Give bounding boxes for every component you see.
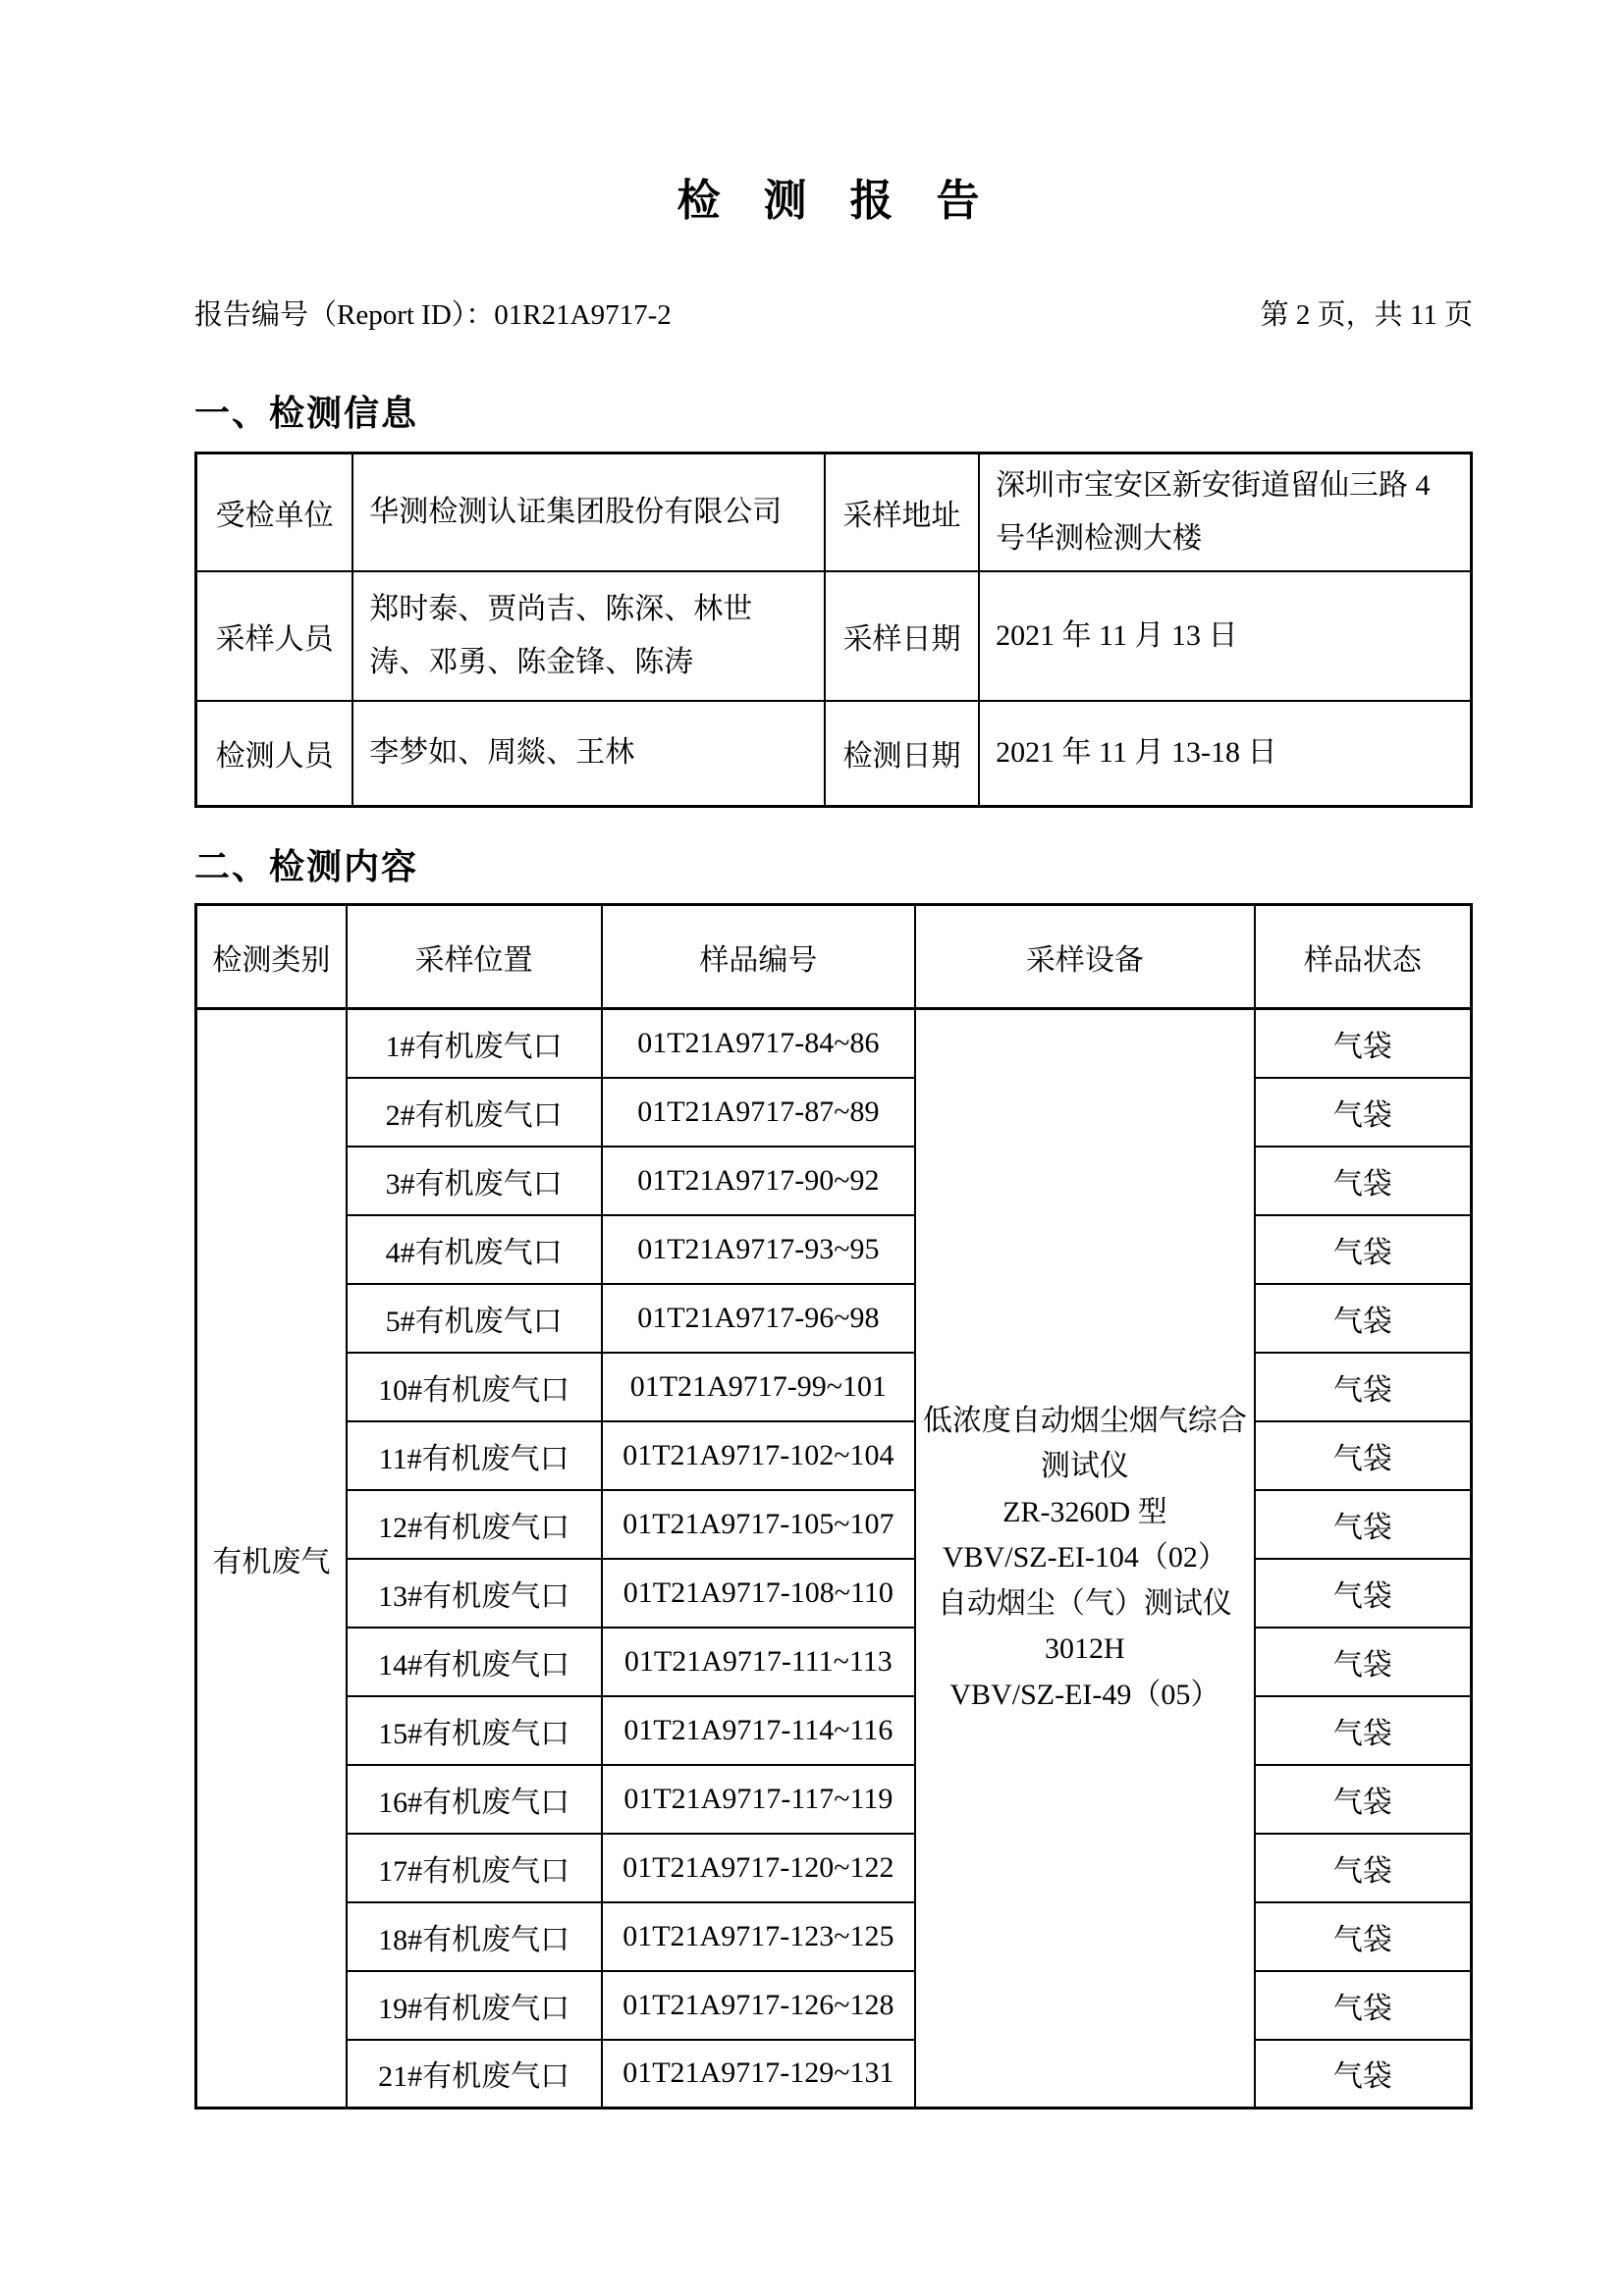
inspection-info-table <box>194 452 1473 808</box>
table-row <box>196 1078 1472 1147</box>
equipment-line: 3012H <box>1045 1632 1125 1666</box>
table-row <box>196 1765 1472 1834</box>
status-cell: 气袋 <box>1255 1902 1472 1971</box>
column-header: 样品编号 <box>602 905 916 1009</box>
table-row <box>196 1353 1472 1421</box>
status-cell: 气袋 <box>1255 1009 1472 1078</box>
location-cell: 15#有机废气口 <box>347 1696 602 1765</box>
page-indicator: 第 2 页，共 11 页 <box>1260 299 1473 331</box>
field-value: 华测检测认证集团股份有限公司 <box>352 454 825 571</box>
table-row <box>196 1834 1472 1902</box>
status-cell: 气袋 <box>1255 2040 1472 2109</box>
table-row <box>196 1490 1472 1559</box>
sample-id-cell: 01T21A9717-114~116 <box>602 1696 916 1765</box>
field-label: 检测人员 <box>196 701 353 807</box>
table-row <box>196 1559 1472 1628</box>
location-cell: 14#有机废气口 <box>347 1628 602 1696</box>
field-value: 2021 年 11 月 13-18 日 <box>979 701 1471 807</box>
status-cell: 气袋 <box>1255 1559 1472 1628</box>
equipment-line: VBV/SZ-EI-104（02） <box>942 1541 1227 1575</box>
location-cell: 4#有机废气口 <box>347 1215 602 1284</box>
sample-id-cell: 01T21A9717-129~131 <box>602 2040 916 2109</box>
location-cell: 16#有机废气口 <box>347 1765 602 1834</box>
table-row <box>196 1009 1472 1078</box>
sample-id-cell: 01T21A9717-123~125 <box>602 1902 916 1971</box>
status-cell: 气袋 <box>1255 1765 1472 1834</box>
status-cell: 气袋 <box>1255 1971 1472 2040</box>
location-cell: 10#有机废气口 <box>347 1353 602 1421</box>
sample-id-cell: 01T21A9717-117~119 <box>602 1765 916 1834</box>
field-value: 李梦如、周燚、王林 <box>352 701 825 807</box>
field-label: 采样地址 <box>825 454 979 571</box>
table-row <box>196 1628 1472 1696</box>
category-cell: 有机废气 <box>196 1009 347 2109</box>
status-cell: 气袋 <box>1255 1696 1472 1765</box>
location-cell: 17#有机废气口 <box>347 1834 602 1902</box>
equipment-line: 低浓度自动烟尘烟气综合 <box>922 1404 1247 1437</box>
sample-id-cell: 01T21A9717-108~110 <box>602 1559 916 1628</box>
table-row <box>196 1284 1472 1353</box>
sample-id-cell: 01T21A9717-102~104 <box>602 1421 916 1490</box>
status-cell: 气袋 <box>1255 1353 1472 1421</box>
section1-heading: 一、检测信息 <box>194 394 419 433</box>
sample-id-cell: 01T21A9717-126~128 <box>602 1971 916 2040</box>
equipment-line: VBV/SZ-EI-49（05） <box>949 1678 1220 1711</box>
field-value: 深圳市宝安区新安街道留仙三路 4 号华测检测大楼 <box>979 454 1471 571</box>
sample-id-cell: 01T21A9717-96~98 <box>602 1284 916 1353</box>
sample-id-cell: 01T21A9717-84~86 <box>602 1009 916 1078</box>
column-header: 采样设备 <box>915 905 1255 1009</box>
status-cell: 气袋 <box>1255 1215 1472 1284</box>
equipment-line: 测试仪 <box>1040 1450 1129 1483</box>
column-header: 样品状态 <box>1255 905 1472 1009</box>
status-cell: 气袋 <box>1255 1284 1472 1353</box>
equipment-cell <box>915 1009 1255 2109</box>
status-cell: 气袋 <box>1255 1147 1472 1215</box>
table-row <box>196 1421 1472 1490</box>
equipment-line: 自动烟尘（气）测试仪 <box>937 1586 1232 1620</box>
status-cell: 气袋 <box>1255 1834 1472 1902</box>
field-value: 郑时泰、贾尚吉、陈深、林世涛、邓勇、陈金锋、陈涛 <box>352 571 825 701</box>
location-cell: 19#有机废气口 <box>347 1971 602 2040</box>
location-cell: 13#有机废气口 <box>347 1559 602 1628</box>
status-cell: 气袋 <box>1255 1421 1472 1490</box>
section2-heading: 二、检测内容 <box>194 847 419 886</box>
column-header: 检测类别 <box>196 905 347 1009</box>
table-row <box>196 1971 1472 2040</box>
location-cell: 18#有机废气口 <box>347 1902 602 1971</box>
table-row <box>196 1902 1472 1971</box>
table-row <box>196 2040 1472 2109</box>
location-cell: 2#有机废气口 <box>347 1078 602 1147</box>
column-header: 采样位置 <box>347 905 602 1009</box>
table-row <box>196 1147 1472 1215</box>
report-id: 报告编号（Report ID）：01R21A9717-2 <box>194 299 672 331</box>
status-cell: 气袋 <box>1255 1078 1472 1147</box>
location-cell: 1#有机废气口 <box>347 1009 602 1078</box>
table-row <box>196 454 1472 571</box>
sample-id-cell: 01T21A9717-87~89 <box>602 1078 916 1147</box>
location-cell: 3#有机废气口 <box>347 1147 602 1215</box>
sample-id-cell: 01T21A9717-99~101 <box>602 1353 916 1421</box>
table-row <box>196 701 1472 807</box>
table-row <box>196 571 1472 701</box>
field-label: 检测日期 <box>825 701 979 807</box>
location-cell: 21#有机废气口 <box>347 2040 602 2109</box>
location-cell: 11#有机废气口 <box>347 1421 602 1490</box>
report-meta-line <box>194 293 1473 333</box>
sample-id-cell: 01T21A9717-105~107 <box>602 1490 916 1559</box>
table-row <box>196 1215 1472 1284</box>
location-cell: 5#有机废气口 <box>347 1284 602 1353</box>
field-label: 采样人员 <box>196 571 353 701</box>
status-cell: 气袋 <box>1255 1628 1472 1696</box>
table-row <box>196 1696 1472 1765</box>
sample-id-cell: 01T21A9717-120~122 <box>602 1834 916 1902</box>
location-cell: 12#有机废气口 <box>347 1490 602 1559</box>
status-cell: 气袋 <box>1255 1490 1472 1559</box>
sample-id-cell: 01T21A9717-93~95 <box>602 1215 916 1284</box>
page-title: 检 测 报 告 <box>677 177 991 225</box>
field-label: 受检单位 <box>196 454 353 571</box>
inspection-content-table <box>194 903 1473 2109</box>
sample-id-cell: 01T21A9717-90~92 <box>602 1147 916 1215</box>
sample-id-cell: 01T21A9717-111~113 <box>602 1628 916 1696</box>
field-value: 2021 年 11 月 13 日 <box>979 571 1471 701</box>
field-label: 采样日期 <box>825 571 979 701</box>
equipment-line: ZR-3260D 型 <box>1002 1495 1167 1528</box>
header-row <box>196 905 1472 1009</box>
